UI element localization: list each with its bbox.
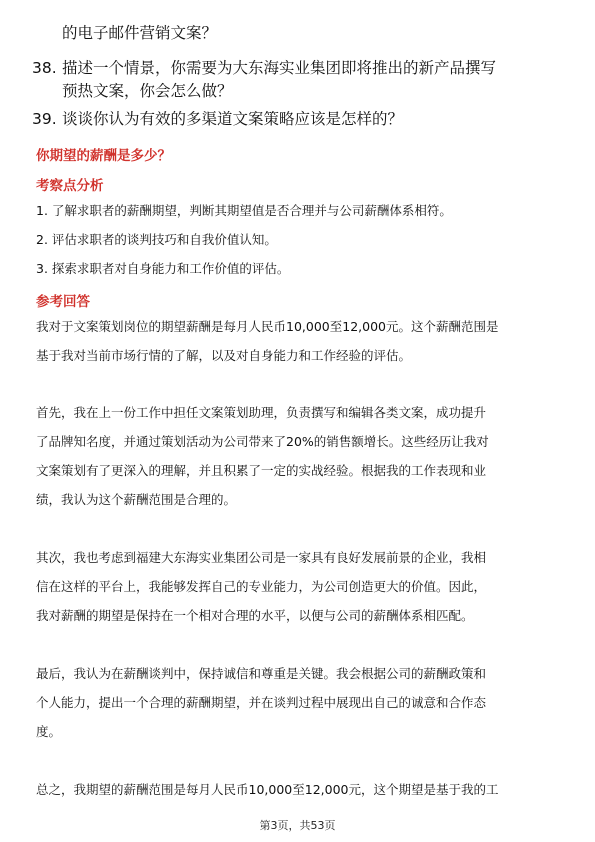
answer-paragraph-4-line: 最后，我认为在薪酬谈判中，保持诚信和尊重是关键。我会根据公司的薪酬政策和 [36,666,487,681]
answer-paragraph-3-line: 我对薪酬的期望是保持在一个相对合理的水平，以便与公司的薪酬体系相匹配。 [36,608,474,623]
answer-heading: 参考回答 [36,294,90,310]
answer-paragraph-3-line: 其次，我也考虑到福建大东海实业集团公司是一家具有良好发展前景的企业，我相 [36,550,487,565]
question-38-number: 38. [32,59,57,77]
analysis-item: 1. 了解求职者的薪酬期望，判断其期望值是否合理并与公司薪酬体系相符。 [36,203,452,218]
answer-paragraph-2-line: 文案策划有了更深入的理解，并且积累了一定的实战经验。根据我的工作表现和业 [36,463,487,478]
question-39-number: 39. [32,110,57,128]
question-38-line-2: 预热文案，你会怎么做？ [62,82,233,100]
analysis-item: 2. 评估求职者的谈判技巧和自我价值认知。 [36,232,277,247]
answer-paragraph-2-line: 首先，我在上一份工作中担任文案策划助理，负责撰写和编辑各类文案，成功提升 [36,405,487,420]
analysis-item: 3. 探索求职者对自身能力和工作价值的评估。 [36,261,290,276]
answer-paragraph-1-line: 我对于文案策划岗位的期望薪酬是每月人民币10,000至12,000元。这个薪酬范围是 [36,319,499,334]
answer-paragraph-4-line: 度。 [36,724,62,739]
answer-paragraph-3-line: 信在这样的平台上，我能够发挥自己的专业能力，为公司创造更大的价值。因此， [36,579,487,594]
section-title: 你期望的薪酬是多少？ [36,148,171,164]
page-number: 第3页，共53页 [259,819,336,832]
analysis-heading: 考察点分析 [36,178,104,194]
answer-paragraph-1-line: 基于我对当前市场行情的了解，以及对自身能力和工作经验的评估。 [36,348,412,363]
answer-paragraph-2-line: 了品牌知名度，并通过策划活动为公司带来了20%的销售额增长。这些经历让我对 [36,434,489,449]
answer-paragraph-4-line: 个人能力，提出一个合理的薪酬期望，并在谈判过程中展现出自己的诚意和合作态 [36,695,487,710]
answer-paragraph-5-line: 总之，我期望的薪酬范围是每月人民币10,000至12,000元，这个期望是基于我的工 [36,782,499,797]
answer-paragraph-2-line: 绩，我认为这个薪酬范围是合理的。 [36,492,237,507]
question-38-line-1: 描述一个情景，你需要为大东海实业集团即将推出的新产品撰写 [62,59,497,77]
question-39-line-1: 谈谈你认为有效的多渠道文案策略应该是怎样的？ [62,110,404,128]
previous-question-tail: 的电子邮件营销文案？ [62,24,218,42]
